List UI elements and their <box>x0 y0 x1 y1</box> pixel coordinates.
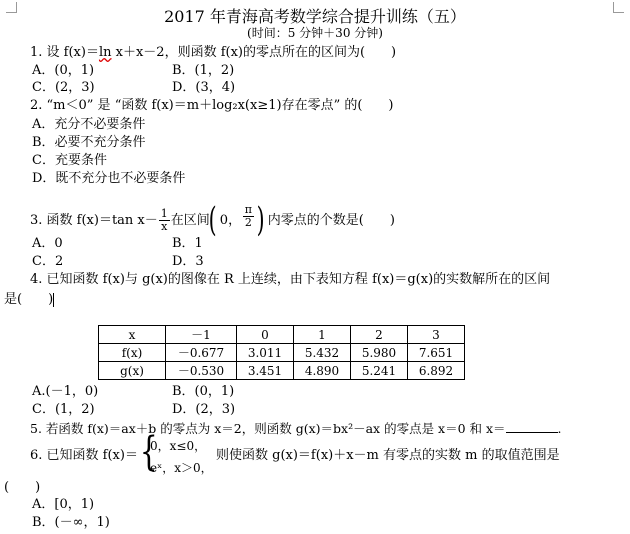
q5-answer-blank <box>506 420 558 433</box>
table-row <box>99 326 465 344</box>
q6-stem-line2: ( ) <box>4 480 41 495</box>
table-cell: x <box>99 326 166 344</box>
q6-piecewise-brace: { <box>139 429 158 475</box>
q6-option-b: B．(－∞，1) <box>32 515 110 530</box>
q3-interval-bracket-right: ) <box>256 199 265 240</box>
q6-stem-prefix: 6. 已知函数 f(x)＝ <box>30 448 138 463</box>
q6-case-1: 0，x≤0， <box>150 439 207 453</box>
q5-stem-text: 5. 若函数 f(x)＝ax＋b 的零点为 x＝2，则函数 g(x)＝bx²－ax 的零点是 x＝0 和 x＝ <box>30 421 506 436</box>
table-cell: 1 <box>294 326 351 344</box>
q1-stem-prefix: 1. 设 <box>30 45 64 60</box>
q4-option-c: C．(1，2) <box>32 402 95 417</box>
table-cell: 4.890 <box>294 362 351 380</box>
table-cell: 5.980 <box>351 344 408 362</box>
table-row <box>99 344 465 362</box>
document-title: 2017 年青海高考数学综合提升训练（五） <box>164 7 466 26</box>
q4-stem-line2: 是( ) <box>4 292 54 307</box>
table-cell: 3.011 <box>237 344 294 362</box>
q6-option-a: A．[0，1) <box>32 497 95 512</box>
q3-interval: ( 0， $\frac{\pi}{2}$ ) <box>208 199 265 240</box>
q4-option-a: A.(－1，0) <box>32 384 99 399</box>
document-subtitle: (时间：5 分钟＋30 分钟) <box>247 26 383 40</box>
q4-stem-line1: 4. 已知函数 f(x)与 g(x)的图像在 R 上连续，由下表知方程 f(x)＝g(x)的实数解所在的区间 <box>30 272 551 287</box>
table-cell: 3.451 <box>237 362 294 380</box>
q1-option-a: A．(0，1) <box>32 63 95 78</box>
q1-option-c: C．(2，3) <box>32 80 95 95</box>
table-cell: 0 <box>237 326 294 344</box>
q3-fraction-1-over-x: $\frac{1}{x}$ <box>160 207 168 233</box>
table-cell: 5.432 <box>294 344 351 362</box>
q2-stem: 2. “m＜0” 是 “函数 f(x)＝m＋log₂x(x≥1)存在零点” 的( ) <box>30 98 394 113</box>
q5-stem-end: . <box>557 421 562 436</box>
q3-stem-rest: 内零点的个数是( ) <box>267 213 395 228</box>
q2-option-d: D．既不充分也不必要条件 <box>32 171 186 186</box>
q4-option-d: D．(2，3) <box>172 402 236 417</box>
table-cell: 6.892 <box>408 362 465 380</box>
table-cell: g(x) <box>99 362 166 380</box>
table-cell: 2 <box>351 326 408 344</box>
table-cell: －1 <box>166 326 237 344</box>
q3-option-a: A．0 <box>32 236 63 251</box>
q5-stem <box>30 420 562 437</box>
q1-stem-rest: x＋x－2，则函数 f(x)的零点所在的区间为( ) <box>111 45 397 60</box>
q4-option-b: B．(0，1) <box>172 384 235 399</box>
q1-stem <box>30 45 396 61</box>
q1-stem-fx: f(x)＝ <box>63 45 99 60</box>
q3-fraction-pi-over-2: $\frac{\pi}{2}$ <box>244 202 253 229</box>
q4-value-table <box>98 325 465 380</box>
q3-stem-prefix: 3. 函数 f(x)＝tan x－ <box>30 213 158 228</box>
table-cell: f(x) <box>99 344 166 362</box>
q3-stem-interval-label: 在区间 <box>170 213 210 228</box>
q1-option-d: D．(3，4) <box>172 80 236 95</box>
q3-option-b: B．1 <box>172 236 203 251</box>
table-cell: 5.241 <box>351 362 408 380</box>
q3-interval-bracket-left: ( <box>208 199 217 240</box>
q2-option-b: B．必要不充分条件 <box>32 135 146 150</box>
text-cursor <box>53 293 54 307</box>
q1-option-b: B．(1，2) <box>172 63 235 78</box>
q2-option-c: C．充要条件 <box>32 153 107 168</box>
q1-stem-ln: ln <box>98 45 112 60</box>
table-cell: －0.530 <box>166 362 237 380</box>
table-cell: 7.651 <box>408 344 465 362</box>
table-cell: －0.677 <box>166 344 237 362</box>
q3-stem <box>30 199 395 240</box>
q6-stem-rest: 则使函数 g(x)＝f(x)＋x－m 有零点的实数 m 的取值范围是 <box>216 448 560 463</box>
q2-option-a: A．充分不必要条件 <box>32 117 146 132</box>
table-cell: 3 <box>408 326 465 344</box>
q3-option-c: C．2 <box>32 254 64 269</box>
q6-case-2: eˣ，x＞0， <box>150 461 213 475</box>
q3-option-d: D．3 <box>172 254 204 269</box>
table-row <box>99 362 465 380</box>
